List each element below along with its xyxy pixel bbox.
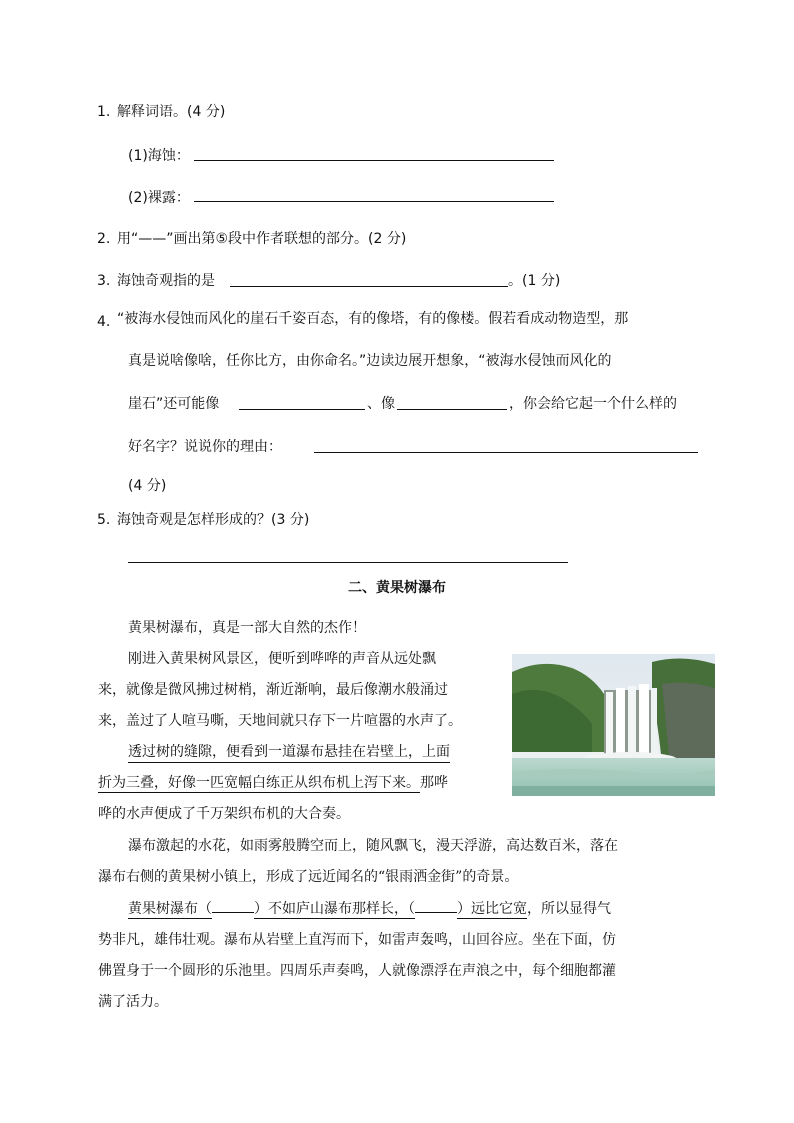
q2-number: 2. [97, 231, 111, 247]
passage-p5-line2: 势非凡，雄伟壮观。瀑布从岩壁上直泻而下，如雷声轰鸣，山回谷应。坐在下面，仿 [98, 932, 616, 948]
q4-score: (4 分) [128, 478, 167, 494]
passage-p2-line1: 刚进入黄果树风景区，便听到哗哗的声音从远处飘 [128, 651, 436, 667]
q4-answer-line-1[interactable] [239, 409, 365, 410]
passage-p3-line2 [98, 772, 448, 792]
q1-sub2-answer-line[interactable] [194, 201, 554, 202]
passage-p2-line2: 来，就像是微风拂过树梢，渐近渐响，最后像潮水般涌过 [98, 682, 448, 698]
passage-p3-line1: 透过树的缝隙，便看到一道瀑布悬挂在岩壁上，上面 [128, 741, 450, 763]
q3-text-b: 。(1 分) [508, 273, 561, 289]
q3-text-a: 海蚀奇观指的是 [117, 273, 215, 289]
q1-sub1-label: (1)海蚀： [128, 148, 190, 164]
q4-line3-c: ，你会给它起一个什么样的 [509, 396, 677, 412]
q4-line3-b: 、像 [367, 396, 395, 412]
q1-sub2-label: (2)裸露： [128, 190, 190, 206]
q3-number: 3. [97, 273, 111, 289]
passage-p5-seg-a: 黄果树瀑布（ [128, 901, 212, 917]
passage-p4-line2: 瀑布右侧的黄果树小镇上，形成了远近闻名的“银雨洒金街”的奇景。 [98, 869, 519, 885]
waterfall-photo [512, 654, 715, 796]
q4-line3-a: 崖石”还可能像 [128, 396, 220, 412]
q2-text: 用“——”画出第⑤段中作者联想的部分。(2 分) [117, 231, 407, 247]
q3-answer-line[interactable] [230, 286, 508, 287]
q4-line4: 好名字？说说你的理由： [128, 439, 282, 455]
passage-p4-line1: 瀑布激起的水花，如雨雾般腾空而上，随风飘飞，漫天浮游，高达数百米，落在 [128, 838, 618, 854]
q1-sub1-answer-line[interactable] [194, 160, 554, 161]
passage-p5-line1 [128, 898, 611, 918]
passage-p1: 黄果树瀑布，真是一部大自然的杰作！ [128, 620, 366, 636]
passage-p5-line4: 满了活力。 [98, 994, 168, 1010]
passage-p5-seg-b: ）不如庐山瀑布那样长，（ [254, 901, 415, 917]
q4-answer-line-3[interactable] [314, 452, 698, 453]
q4-number: 4. [97, 314, 111, 330]
passage-p5-blank-1[interactable] [212, 911, 254, 913]
q4-line1: “被海水侵蚀而风化的崖石千姿百态，有的像塔，有的像楼。假若看成动物造型，那 [117, 311, 629, 327]
waterfall-illustration [512, 654, 715, 796]
passage-p5-line3: 佛置身于一个圆形的乐池里。四周乐声奏鸣，人就像漂浮在声浪之中，每个细胞都灌 [98, 963, 616, 979]
q1-text: 解释词语。(4 分) [117, 104, 226, 120]
passage-p5-seg-d: ，所以显得气 [527, 901, 611, 917]
q5-text: 海蚀奇观是怎样形成的？(3 分) [117, 512, 310, 528]
passage-p5-seg-c: ）远比它宽 [457, 901, 527, 917]
passage-p3-line3: 哗的水声便成了千万架织布机的大合奏。 [98, 806, 350, 822]
passage-p5-blank-2[interactable] [415, 911, 457, 913]
passage-p2-line3: 来，盖过了人喧马嘶，天地间就只存下一片喧嚣的水声了。 [98, 713, 462, 729]
q5-number: 5. [97, 512, 111, 528]
q1-number: 1. [97, 104, 111, 120]
q5-answer-line[interactable] [128, 562, 568, 563]
q4-line2: 真是说啥像啥，任你比方，由你命名。”边读边展开想象，“被海水侵蚀而风化的 [128, 353, 612, 369]
passage-p3-line2-underlined: 折为三叠，好像一匹宽幅白练正从织布机上泻下来。 [98, 775, 420, 791]
section-title: 二、黄果树瀑布 [348, 580, 446, 596]
q4-answer-line-2[interactable] [397, 409, 507, 410]
passage-p3-line2-rest: 那哗 [420, 775, 448, 791]
